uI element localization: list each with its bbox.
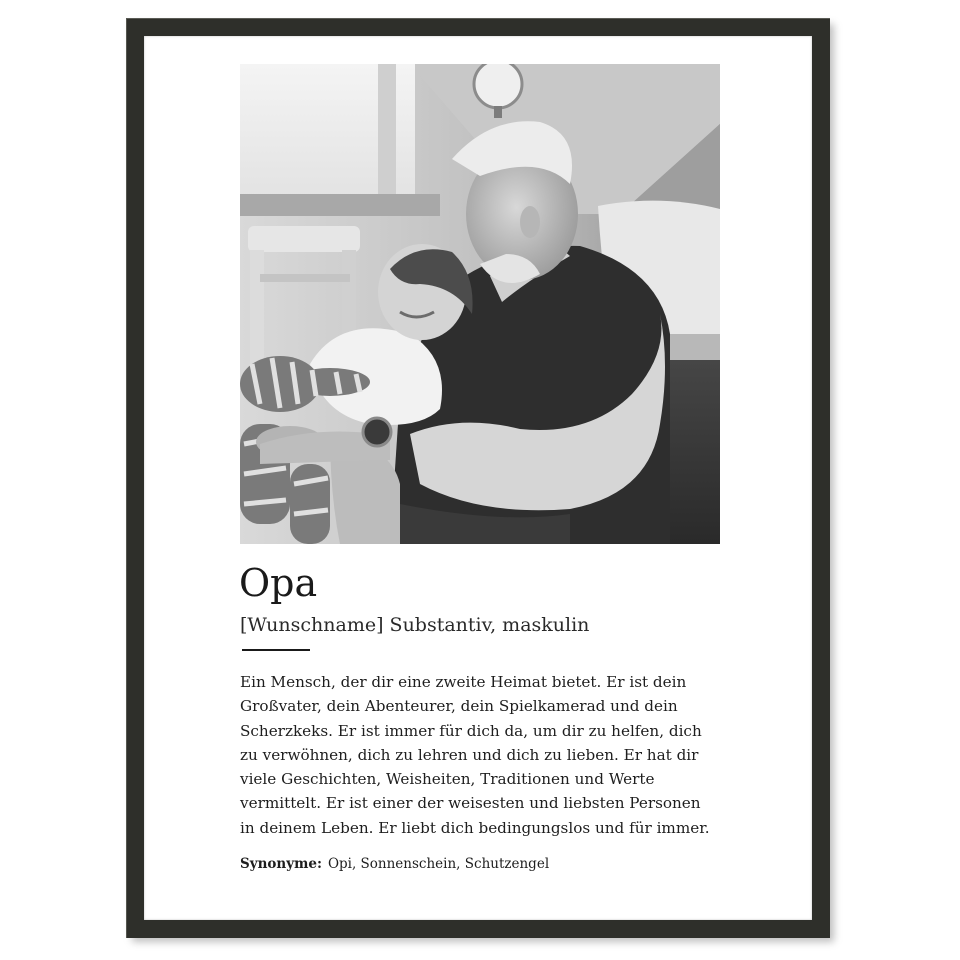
poster-paper <box>144 36 812 920</box>
definition-line: Scherzkeks. Er ist immer für dich da, um dir zu helfen, dich <box>240 721 702 740</box>
definition-text <box>240 670 760 840</box>
synonyms-row <box>240 856 549 872</box>
poster-subtitle: [Wunschname] Substantiv, maskulin <box>240 614 590 636</box>
definition-line: viele Geschichten, Weisheiten, Traditionen und Werte <box>240 770 655 789</box>
grandfather-child-photo <box>240 64 720 544</box>
definition-line: in deinem Leben. Er liebt dich bedingungslos und für immer. <box>240 818 710 837</box>
definition-line: vermittelt. Er ist einer der weisesten und liebsten Personen <box>240 794 701 813</box>
definition-line: Ein Mensch, der dir eine zweite Heimat bietet. Er ist dein <box>240 673 687 691</box>
poster-title: Opa <box>239 561 318 605</box>
picture-frame <box>126 18 830 938</box>
title-divider <box>242 649 310 651</box>
definition-line: Großvater, dein Abenteurer, dein Spielkamerad und dein <box>240 697 678 716</box>
synonyms-label: Synonyme: <box>240 856 322 872</box>
definition-line: zu verwöhnen, dich zu lehren und dich zu lieben. Er hat dir <box>240 745 699 764</box>
synonyms-value: Opi, Sonnenschein, Schutzengel <box>327 856 550 872</box>
